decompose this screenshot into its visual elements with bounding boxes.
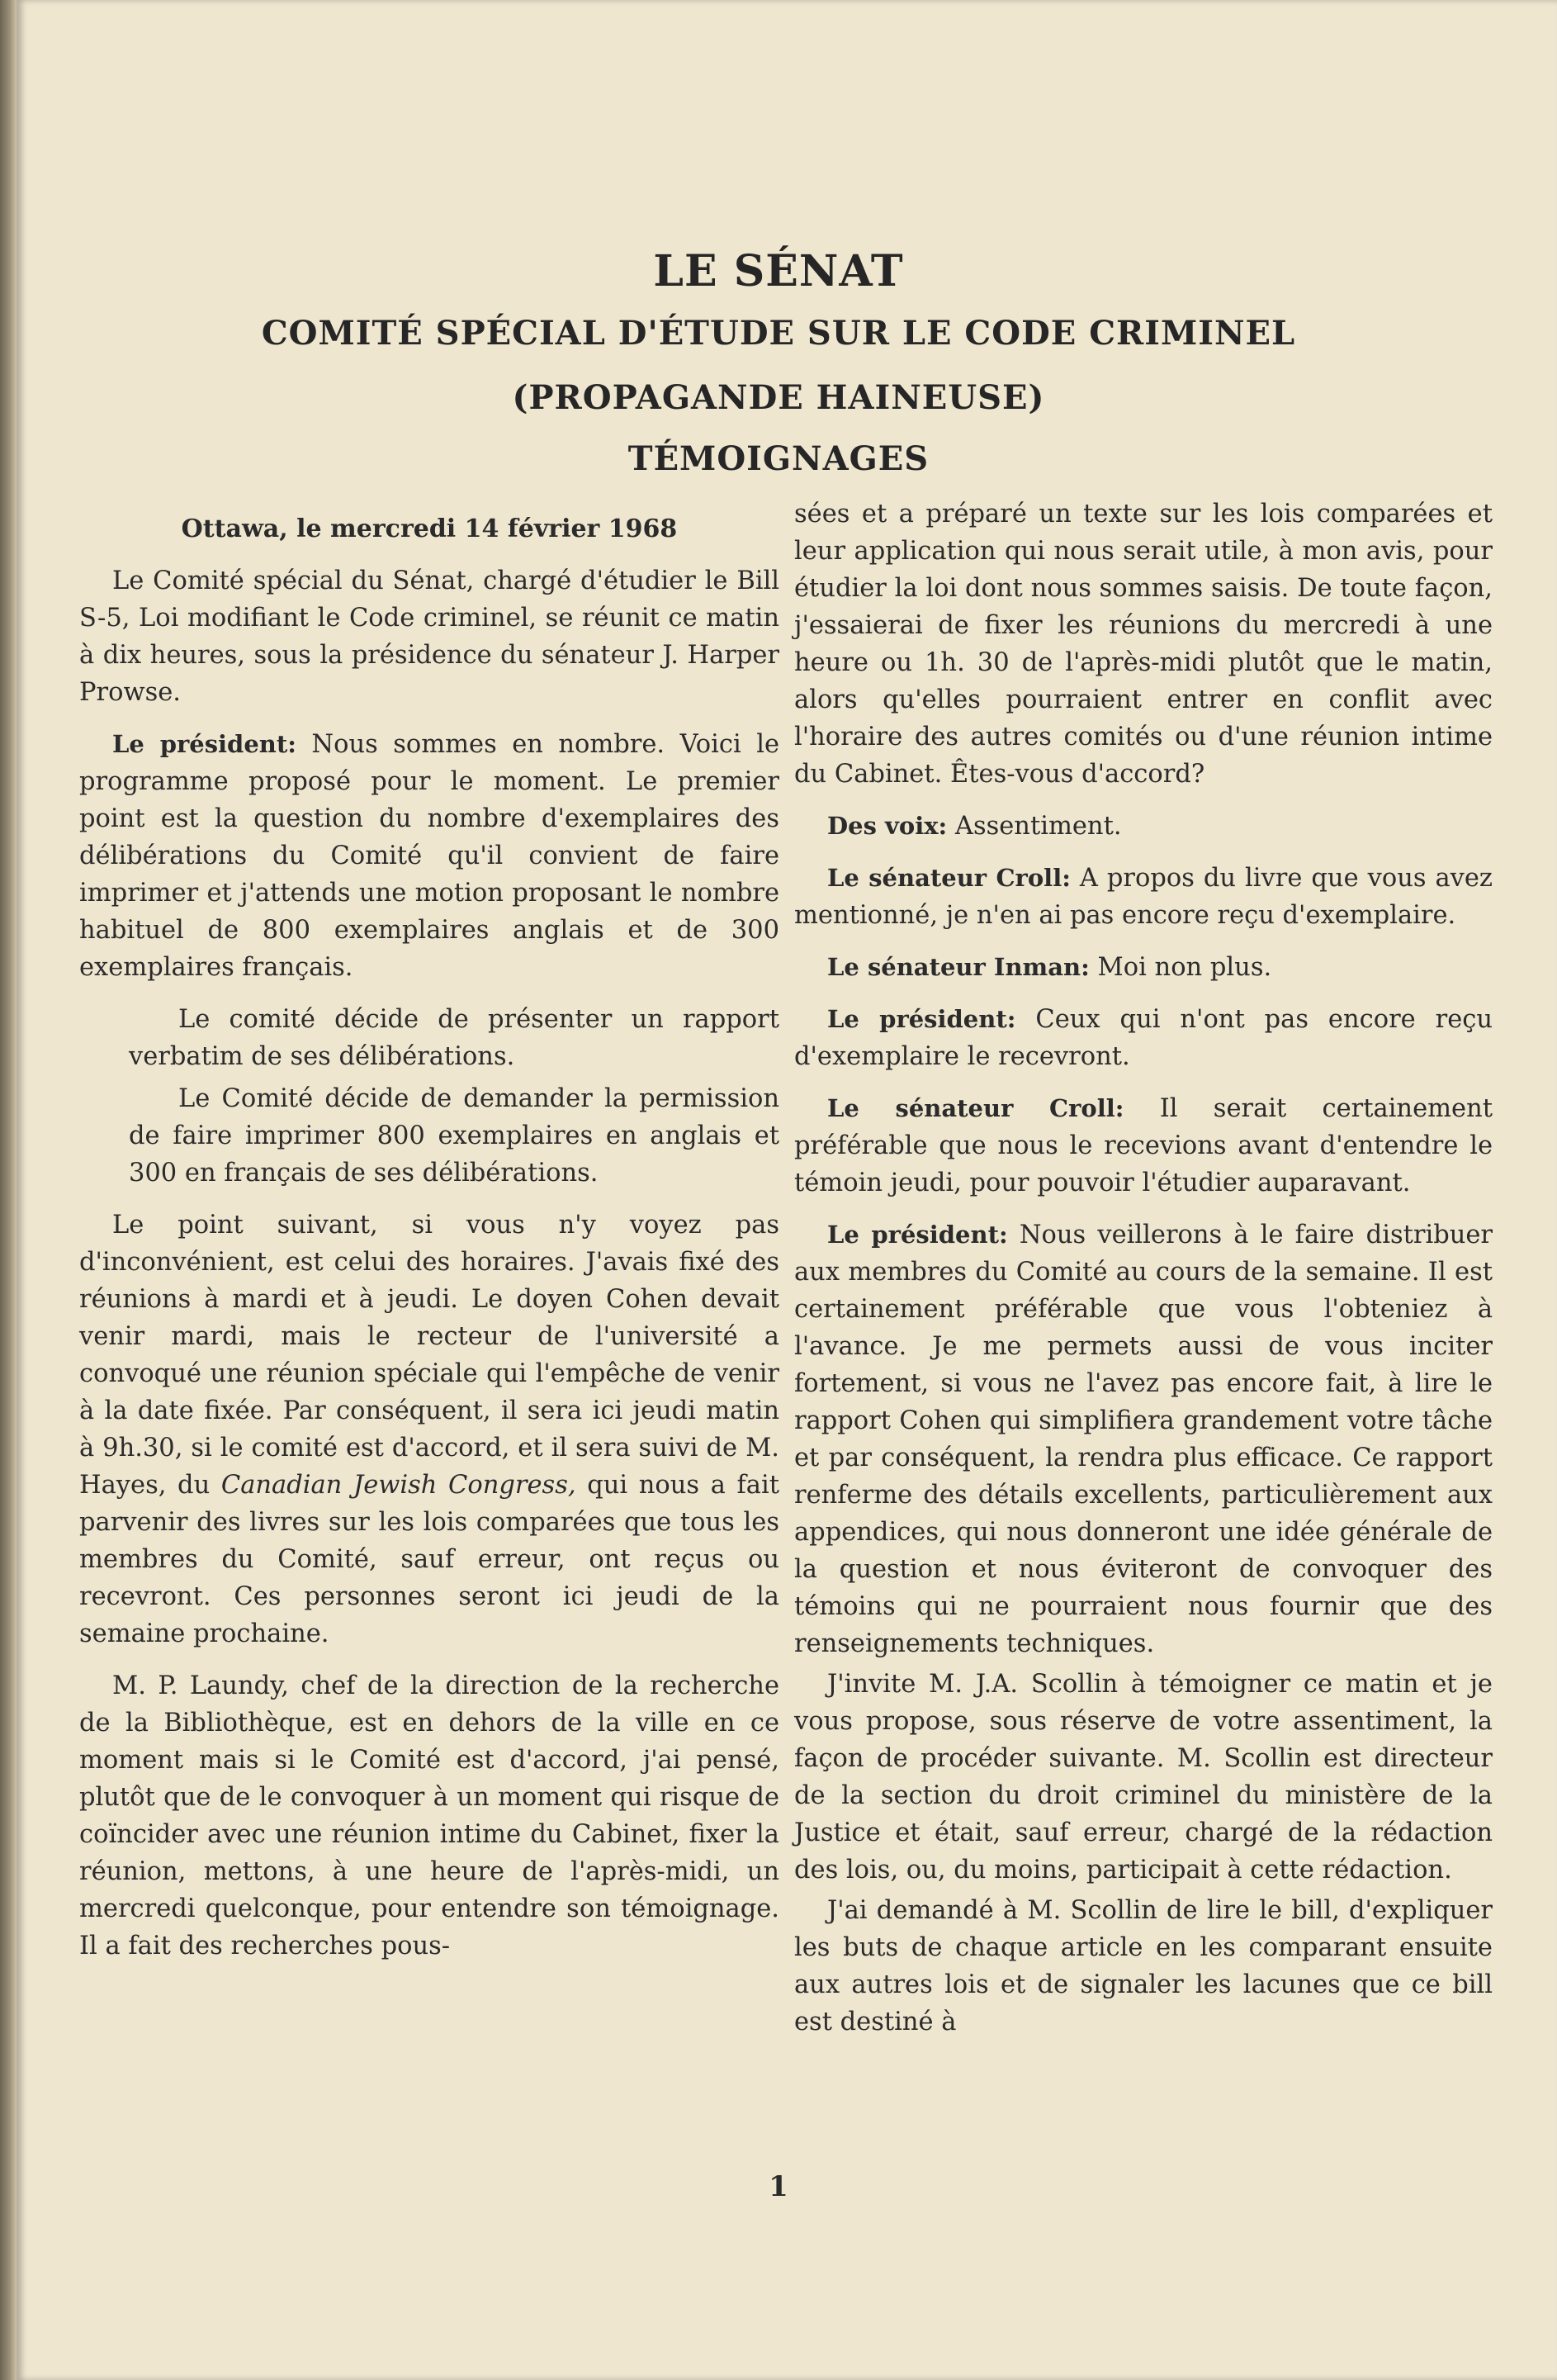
speaker-label: Le sénateur Croll: [827,864,1071,892]
speaker-label: Le sénateur Croll: [827,1094,1124,1122]
paragraph: J'invite M. J.A. Scollin à témoigner ce matin et je vous propose, sous réserve de votre assentiment, la façon de procéder suivante. M. Scollin est directeur de la section du droit criminel du ministère de la Justice et était, sauf erreur, chargé de la rédaction des lois, ou, du moins, participait à cette rédaction. [794,1670,1493,1885]
speech-text: Ceux qui n'ont pas encore reçu d'exemplaire le recevront. [794,1005,1493,1071]
paragraph [794,1090,1493,1202]
speech-text: Il serait certainement préférable que nous le recevions avant d'entendre le témoin jeudi, pour pouvoir l'étudier auparavant. [794,1094,1493,1197]
paragraph: sées et a préparé un texte sur les lois comparées et leur application qui nous serait utile, à mon avis, pour étudier la loi dont nous sommes saisis. De toute façon, j'essaierai de fixer les réunions du mercredi à une heure ou 1h. 30 de l'après-midi plutôt que le matin, alors qu'elles pourraient entrer en conflit avec l'horaire des autres comités ou d'une réunion intime du Cabinet. Êtes-vous d'accord? [794,500,1493,789]
dateline: Ottawa, le mercredi 14 février 1968 [181,514,678,543]
speaker-label: Le président: [112,730,296,758]
speaker-label: Le sénateur Inman: [827,953,1090,981]
speaker-label: Le président: [827,1221,1008,1249]
committee-decision: Le Comité décide de demander la permission de faire imprimer 800 exemplaires en anglais et 300 en français de ses délibérations. [129,1084,779,1188]
speaker-label: Des voix: [827,812,948,840]
page-title: LE SÉNAT [653,246,904,296]
paragraph [794,1001,1493,1075]
paragraph [79,1207,779,1652]
paragraph [794,860,1493,934]
paragraph [794,808,1493,845]
speech-text: A propos du livre que vous avez mentionné, je n'en ai pas encore reçu d'exemplaire. [794,864,1493,930]
paragraph: Le Comité spécial du Sénat, chargé d'étudier le Bill S-5, Loi modifiant le Code criminel, se réunit ce matin à dix heures, sous la présidence du sénateur J. Harper Prowse. [79,567,779,707]
paragraph-text: qui nous a fait parvenir des livres sur les lois comparées que tous les membres du Comité, sauf erreur, ont reçus ou recevront. Ces personnes seront ici jeudi de la semaine prochaine. [79,1471,780,1648]
committee-decision: Le comité décide de présenter un rapport verbatim de ses délibérations. [129,1005,779,1071]
paragraph-text: Le point suivant, si vous n'y voyez pas d'inconvénient, est celui des horaires. J'avais fixé des réunions à mardi et à jeudi. Le doyen Cohen devait venir mardi, mais le recteur de l'université a convoqué une réunion spéciale qui l'empêche de venir à la date fixée. Par conséquent, il sera ici jeudi matin à 9h.30, si le comité est d'accord, et il sera suivi de M. Hayes, du [79,1211,779,1500]
section-title: TÉMOIGNAGES [627,439,930,478]
speech-text: Moi non plus. [1089,953,1272,982]
paragraph: J'ai demandé à M. Scollin de lire le bill, d'expliquer les buts de chaque article en les comparant ensuite aux autres lois et de signaler les lacunes que ce bill est destiné à [794,1896,1493,2036]
page-edge [0,0,17,2380]
page-number: 1 [769,2170,788,2203]
speech-text: Assentiment. [947,812,1122,841]
paragraph [79,726,779,986]
paragraph: M. P. Laundy, chef de la direction de la recherche de la Bibliothèque, est en dehors de la ville en ce moment mais si le Comité est d'accord, j'ai pensé, plutôt que de le convoquer à un moment qui risque de coïncider avec une réunion intime du Cabinet, fixer la réunion, mettons, à une heure de l'après-midi, un mercredi quelconque, pour entendre son témoignage. Il a fait des recherches pous- [79,1671,779,1960]
speaker-label: Le président: [827,1005,1016,1033]
right-column [794,495,1493,2055]
speech-text: Nous sommes en nombre. Voici le programme proposé pour le moment. Le premier point est la question du nombre d'exemplaires des délibérations du Comité qu'il convient de faire imprimer et j'attends une motion proposant le nombre habituel de 800 exemplaires anglais et de 300 exemplaires français. [79,730,779,982]
speech-text: Nous veillerons à le faire distribuer aux membres du Comité au cours de la semaine. Il est certainement préférable que vous l'obteniez à l'avance. Je me permets aussi de vous inciter fortement, si vous ne l'avez pas encore fait, à lire le rapport Cohen qui simplifiera grandement votre tâche et par conséquent, la rendra plus efficace. Ce rapport renferme des détails excellents, particulièrement aux appendices, qui nous donneront une idée générale de la question et nous éviteront de convoquer des témoins qui ne pourraient nous fournir que des renseignements techniques. [794,1221,1493,1658]
committee-title: COMITÉ SPÉCIAL D'ÉTUDE SUR LE CODE CRIMINEL [261,314,1296,353]
italic-text: Canadian Jewish Congress, [220,1471,576,1500]
left-column [79,510,779,1979]
paragraph [794,949,1493,986]
paragraph [794,1216,1493,1662]
topic-title: (PROPAGANDE HAINEUSE) [512,378,1045,417]
